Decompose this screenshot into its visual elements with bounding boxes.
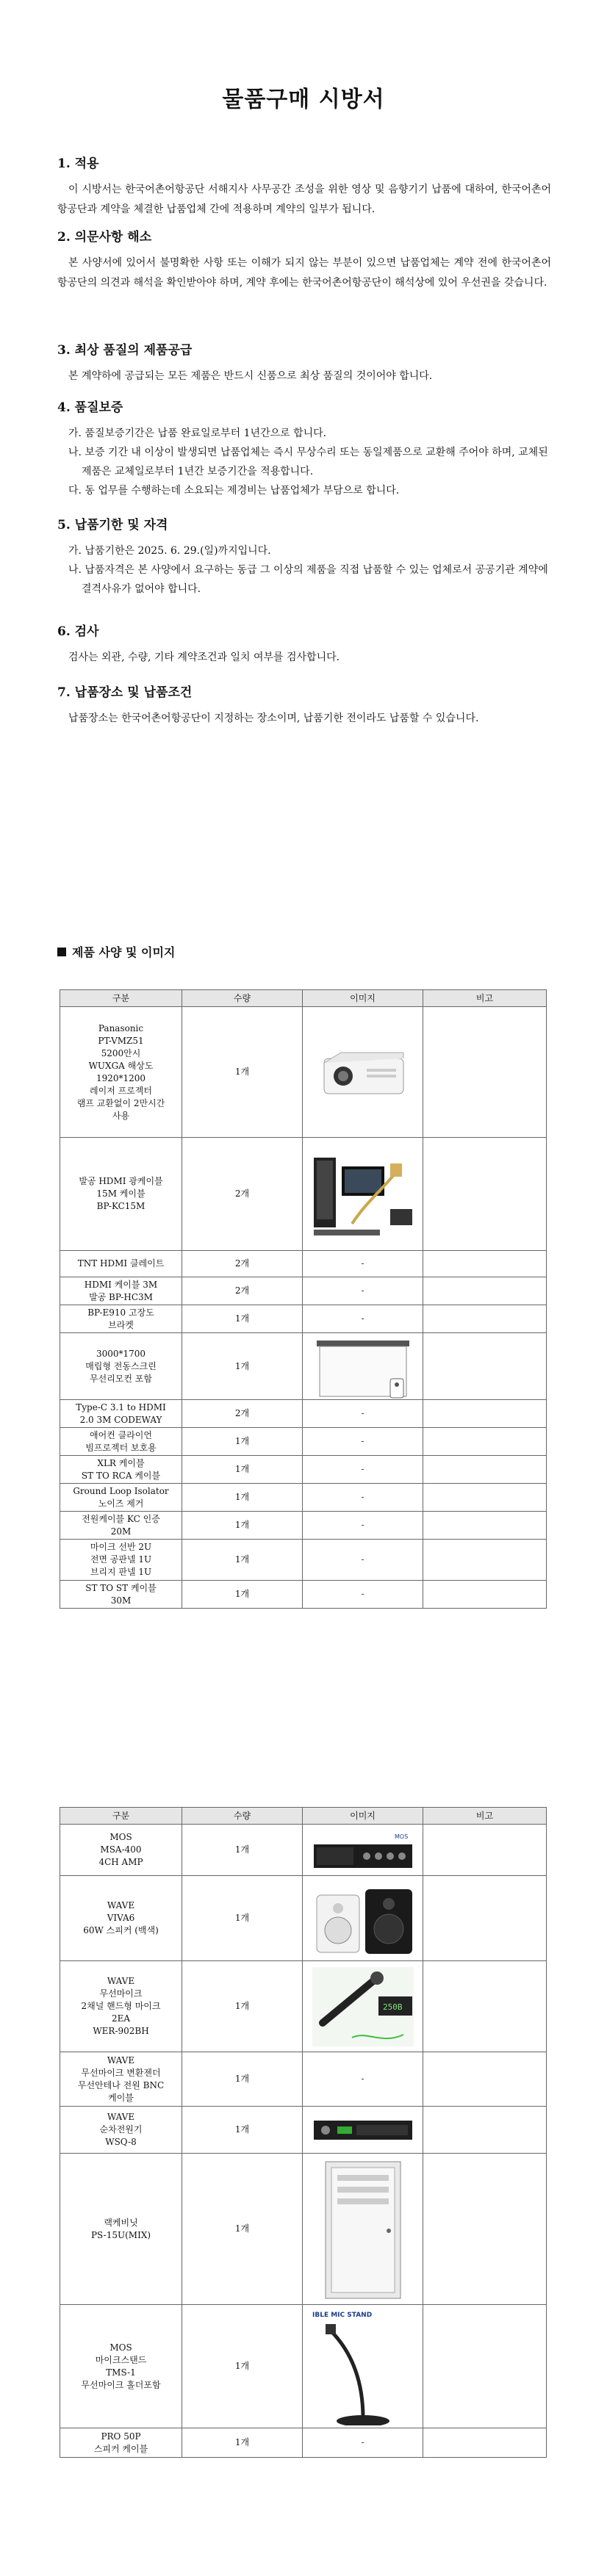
item-qty: 1개 [182, 1305, 303, 1333]
item-name: PRO 50P 스피커 케이블 [60, 2428, 182, 2458]
item-name: ST TO ST 케이블 30M [60, 1581, 182, 1609]
spec-table-2 [60, 1807, 547, 2458]
item-image [303, 1876, 423, 1961]
item-note [423, 1456, 547, 1484]
section-6 [57, 621, 551, 668]
amp-image [308, 1828, 418, 1872]
item-note [423, 2154, 547, 2305]
mic-image [308, 1964, 418, 2049]
section-heading: 6. 검사 [57, 624, 99, 639]
section-heading: 3. 최상 품질의 제품공급 [57, 343, 193, 358]
item-note [423, 1540, 547, 1581]
item-image-placeholder: - [303, 2428, 423, 2458]
item-note [423, 1333, 547, 1400]
section-7 [57, 682, 551, 729]
table-row [60, 1961, 547, 2052]
svg-text:IBLE MIC STAND: IBLE MIC STAND [312, 2311, 372, 2319]
item-note [423, 2428, 547, 2458]
section-5 [57, 514, 551, 599]
item-image-placeholder: - [303, 1428, 423, 1456]
item-name: BP-E910 고장도 브라켓 [60, 1305, 182, 1333]
item-image-placeholder: - [303, 1540, 423, 1581]
item-name: WAVE 무선마이크 2채널 핸드형 마이크 2EA WER-902BH [60, 1961, 182, 2052]
item-image [303, 2107, 423, 2154]
item-name: Type-C 3.1 to HDMI 2.0 3M CODEWAY [60, 1400, 182, 1428]
section-4 [57, 397, 551, 500]
item-qty: 2개 [182, 1400, 303, 1428]
item-qty: 1개 [182, 1581, 303, 1609]
table-row [60, 1007, 547, 1138]
item-note [423, 1007, 547, 1138]
section-list-item: 나. 보증 기간 내 이상이 발생되면 납품업체는 즉시 무상수리 또는 동일제품으로 교환해 주어야 하며, 교체된 제품은 교체일로부터 1년간 보증기간을 적용합니다. [68, 447, 548, 477]
column-header: 비고 [423, 1808, 547, 1825]
section-heading: 7. 납품장소 및 납품조건 [57, 685, 193, 700]
item-note [423, 1305, 547, 1333]
section-heading: 5. 납품기한 및 자격 [57, 518, 168, 533]
item-image [303, 2154, 423, 2305]
section-text: 검사는 외관, 수량, 기타 계약조건과 일치 여부를 검사합니다. [68, 652, 340, 663]
item-name: Panasonic PT-VMZ51 5200안시 WUXGA 해상도 1920*1200 레이저 프로젝터 램프 교환없이 2만시간 사용 [60, 1007, 182, 1138]
item-image-placeholder: - [303, 1305, 423, 1333]
item-image-placeholder: - [303, 1484, 423, 1512]
item-qty: 2개 [182, 1138, 303, 1251]
item-name: HDMI 케이블 3M 발공 BP-HC3M [60, 1277, 182, 1305]
section-2 [57, 226, 551, 293]
section-text: 납품장소는 한국어촌어항공단이 지정하는 장소이며, 납품기한 전이라도 납품할 수 있습니다. [68, 712, 479, 724]
section-list-item: 나. 납품자격은 본 사양에서 요구하는 동급 그 이상의 제품을 직접 납품할 수 있는 업체로서 공공기관 계약에 결격사유가 없어야 합니다. [68, 564, 548, 595]
item-note [423, 1825, 547, 1876]
table-row [60, 1400, 547, 1428]
item-name: 랙케비닛 PS-15U(MIX) [60, 2154, 182, 2305]
table-row [60, 2052, 547, 2107]
table-row [60, 1581, 547, 1609]
item-image-placeholder: - [303, 1400, 423, 1428]
section-text: 본 계약하에 공급되는 모든 제품은 반드시 신품으로 최상 품질의 것이어야 합니다. [68, 370, 433, 382]
item-image [303, 1138, 423, 1251]
item-note [423, 1512, 547, 1540]
item-qty: 1개 [182, 1333, 303, 1400]
column-header: 구분 [60, 990, 182, 1007]
item-name: WAVE 순차전원기 WSQ-8 [60, 2107, 182, 2154]
table-row [60, 1138, 547, 1251]
table-header-row [60, 990, 547, 1007]
column-header: 구분 [60, 1808, 182, 1825]
item-name: WAVE 무선마이크 변환젠더 무선안테나 전원 BNC 케이블 [60, 2052, 182, 2107]
table-row [60, 1277, 547, 1305]
table-row [60, 1305, 547, 1333]
table-row [60, 1251, 547, 1277]
item-note [423, 1138, 547, 1251]
table-row [60, 1876, 547, 1961]
section-heading: 1. 적용 [57, 156, 99, 171]
item-name: Ground Loop Isolator 노이즈 제거 [60, 1484, 182, 1512]
item-name: 전원케이블 KC 인증 20M [60, 1512, 182, 1540]
item-note [423, 1277, 547, 1305]
item-qty: 1개 [182, 1825, 303, 1876]
item-note [423, 1428, 547, 1456]
table-row [60, 1456, 547, 1484]
section-heading: 2. 의문사항 해소 [57, 230, 152, 245]
speaker-image [308, 1882, 418, 1955]
item-note [423, 1581, 547, 1609]
item-note [423, 2107, 547, 2154]
item-image [303, 1333, 423, 1400]
item-name: WAVE VIVA6 60W 스피커 (백색) [60, 1876, 182, 1961]
rack-image [308, 2157, 418, 2301]
item-image [303, 2305, 423, 2428]
item-qty: 1개 [182, 2052, 303, 2107]
item-image-placeholder: - [303, 1456, 423, 1484]
table-row [60, 1333, 547, 1400]
item-qty: 1개 [182, 2305, 303, 2428]
item-image-placeholder: - [303, 1512, 423, 1540]
column-header: 비고 [423, 990, 547, 1007]
item-image [303, 1007, 423, 1138]
column-header: 수량 [182, 990, 303, 1007]
item-qty: 1개 [182, 1540, 303, 1581]
item-note [423, 2305, 547, 2428]
item-qty: 1개 [182, 1428, 303, 1456]
item-image-placeholder: - [303, 1251, 423, 1277]
table-row [60, 1484, 547, 1512]
item-qty: 2개 [182, 1277, 303, 1305]
column-header: 이미지 [303, 990, 423, 1007]
item-name: MOS MSA-400 4CH AMP [60, 1825, 182, 1876]
table-row [60, 2154, 547, 2305]
item-image-placeholder: - [303, 2052, 423, 2107]
item-image [303, 1961, 423, 2052]
item-image-placeholder: - [303, 1277, 423, 1305]
item-note [423, 1400, 547, 1428]
item-qty: 1개 [182, 2154, 303, 2305]
item-qty: 1개 [182, 2107, 303, 2154]
section-1 [57, 153, 551, 220]
item-name: TNT HDMI 클레이트 [60, 1251, 182, 1277]
item-name: XLR 케이블 ST TO RCA 케이블 [60, 1456, 182, 1484]
column-header: 이미지 [303, 1808, 423, 1825]
table-row [60, 1825, 547, 1876]
item-image [303, 1825, 423, 1876]
table-header-row [60, 1808, 547, 1825]
section-list-item: 가. 품질보증기간은 납품 완료일로부터 1년간으로 합니다. [68, 427, 327, 439]
item-image-placeholder: - [303, 1581, 423, 1609]
item-name: 마이크 선반 2U 전면 공판넬 1U 브리지 판넬 1U [60, 1540, 182, 1581]
table-row [60, 1428, 547, 1456]
svg-text:MOS: MOS [394, 1833, 408, 1840]
section-list-item: 가. 납품기한은 2025. 6. 29.(일)까지입니다. [68, 545, 271, 557]
item-name: 발공 HDMI 광케이블 15M 케이블 BP-KC15M [60, 1138, 182, 1251]
document-title: 물품구매 시방서 [222, 87, 385, 112]
item-qty: 1개 [182, 1456, 303, 1484]
section-3 [57, 339, 551, 386]
spec-table-1 [60, 989, 547, 1609]
table-row [60, 1512, 547, 1540]
micstand-image [308, 2308, 418, 2425]
section-text: 이 시방서는 한국어촌어항공단 서해지사 사무공간 조성을 위한 영상 및 음향기기 납품에 대하여, 한국어촌어항공단과 계약을 체결한 납품업체 간에 적용하며 계약의 일부가 됩니다. [57, 184, 551, 215]
item-note [423, 1251, 547, 1277]
item-qty: 1개 [182, 1007, 303, 1138]
products-heading-text: 제품 사양 및 이미지 [72, 945, 176, 959]
item-note [423, 1484, 547, 1512]
item-note [423, 2052, 547, 2107]
item-name: MOS 마이크스탠드 TMS-1 무선마이크 홀더포함 [60, 2305, 182, 2428]
table-row [60, 2107, 547, 2154]
item-name: 3000*1700 매립형 전동스크린 무선리모컨 포함 [60, 1333, 182, 1400]
svg-text:250B: 250B [382, 2002, 402, 2012]
section-text: 본 사양서에 있어서 불명확한 사항 또는 이해가 되지 않는 부분이 있으면 납품업체는 계약 전에 한국어촌어항공단의 의견과 해석을 확인받아야 하며, 계약 후에는 한국어촌어항공단이 해석상에 있어 우선권을 갖습니다. [57, 257, 551, 289]
item-qty: 1개 [182, 1876, 303, 1961]
item-qty: 1개 [182, 1512, 303, 1540]
item-note [423, 1876, 547, 1961]
sequencer-image [308, 2109, 418, 2151]
item-qty: 1개 [182, 1961, 303, 2052]
table-row [60, 2305, 547, 2428]
projector-image [308, 1032, 418, 1113]
item-name: 애어컨 클라이언 빔프로젝터 보호용 [60, 1428, 182, 1456]
column-header: 수량 [182, 1808, 303, 1825]
products-heading [57, 943, 175, 960]
item-qty: 1개 [182, 1484, 303, 1512]
table-row [60, 1540, 547, 1581]
table-row [60, 2428, 547, 2458]
square-bullet-icon [57, 948, 66, 956]
section-heading: 4. 품질보증 [57, 400, 123, 415]
item-note [423, 1961, 547, 2052]
item-qty: 2개 [182, 1251, 303, 1277]
screen-image [308, 1333, 418, 1399]
section-list-item: 다. 동 업무를 수행하는데 소요되는 제경비는 납품업체가 부담으로 합니다. [68, 485, 400, 497]
hdmi-image [308, 1150, 418, 1238]
item-qty: 1개 [182, 2428, 303, 2458]
